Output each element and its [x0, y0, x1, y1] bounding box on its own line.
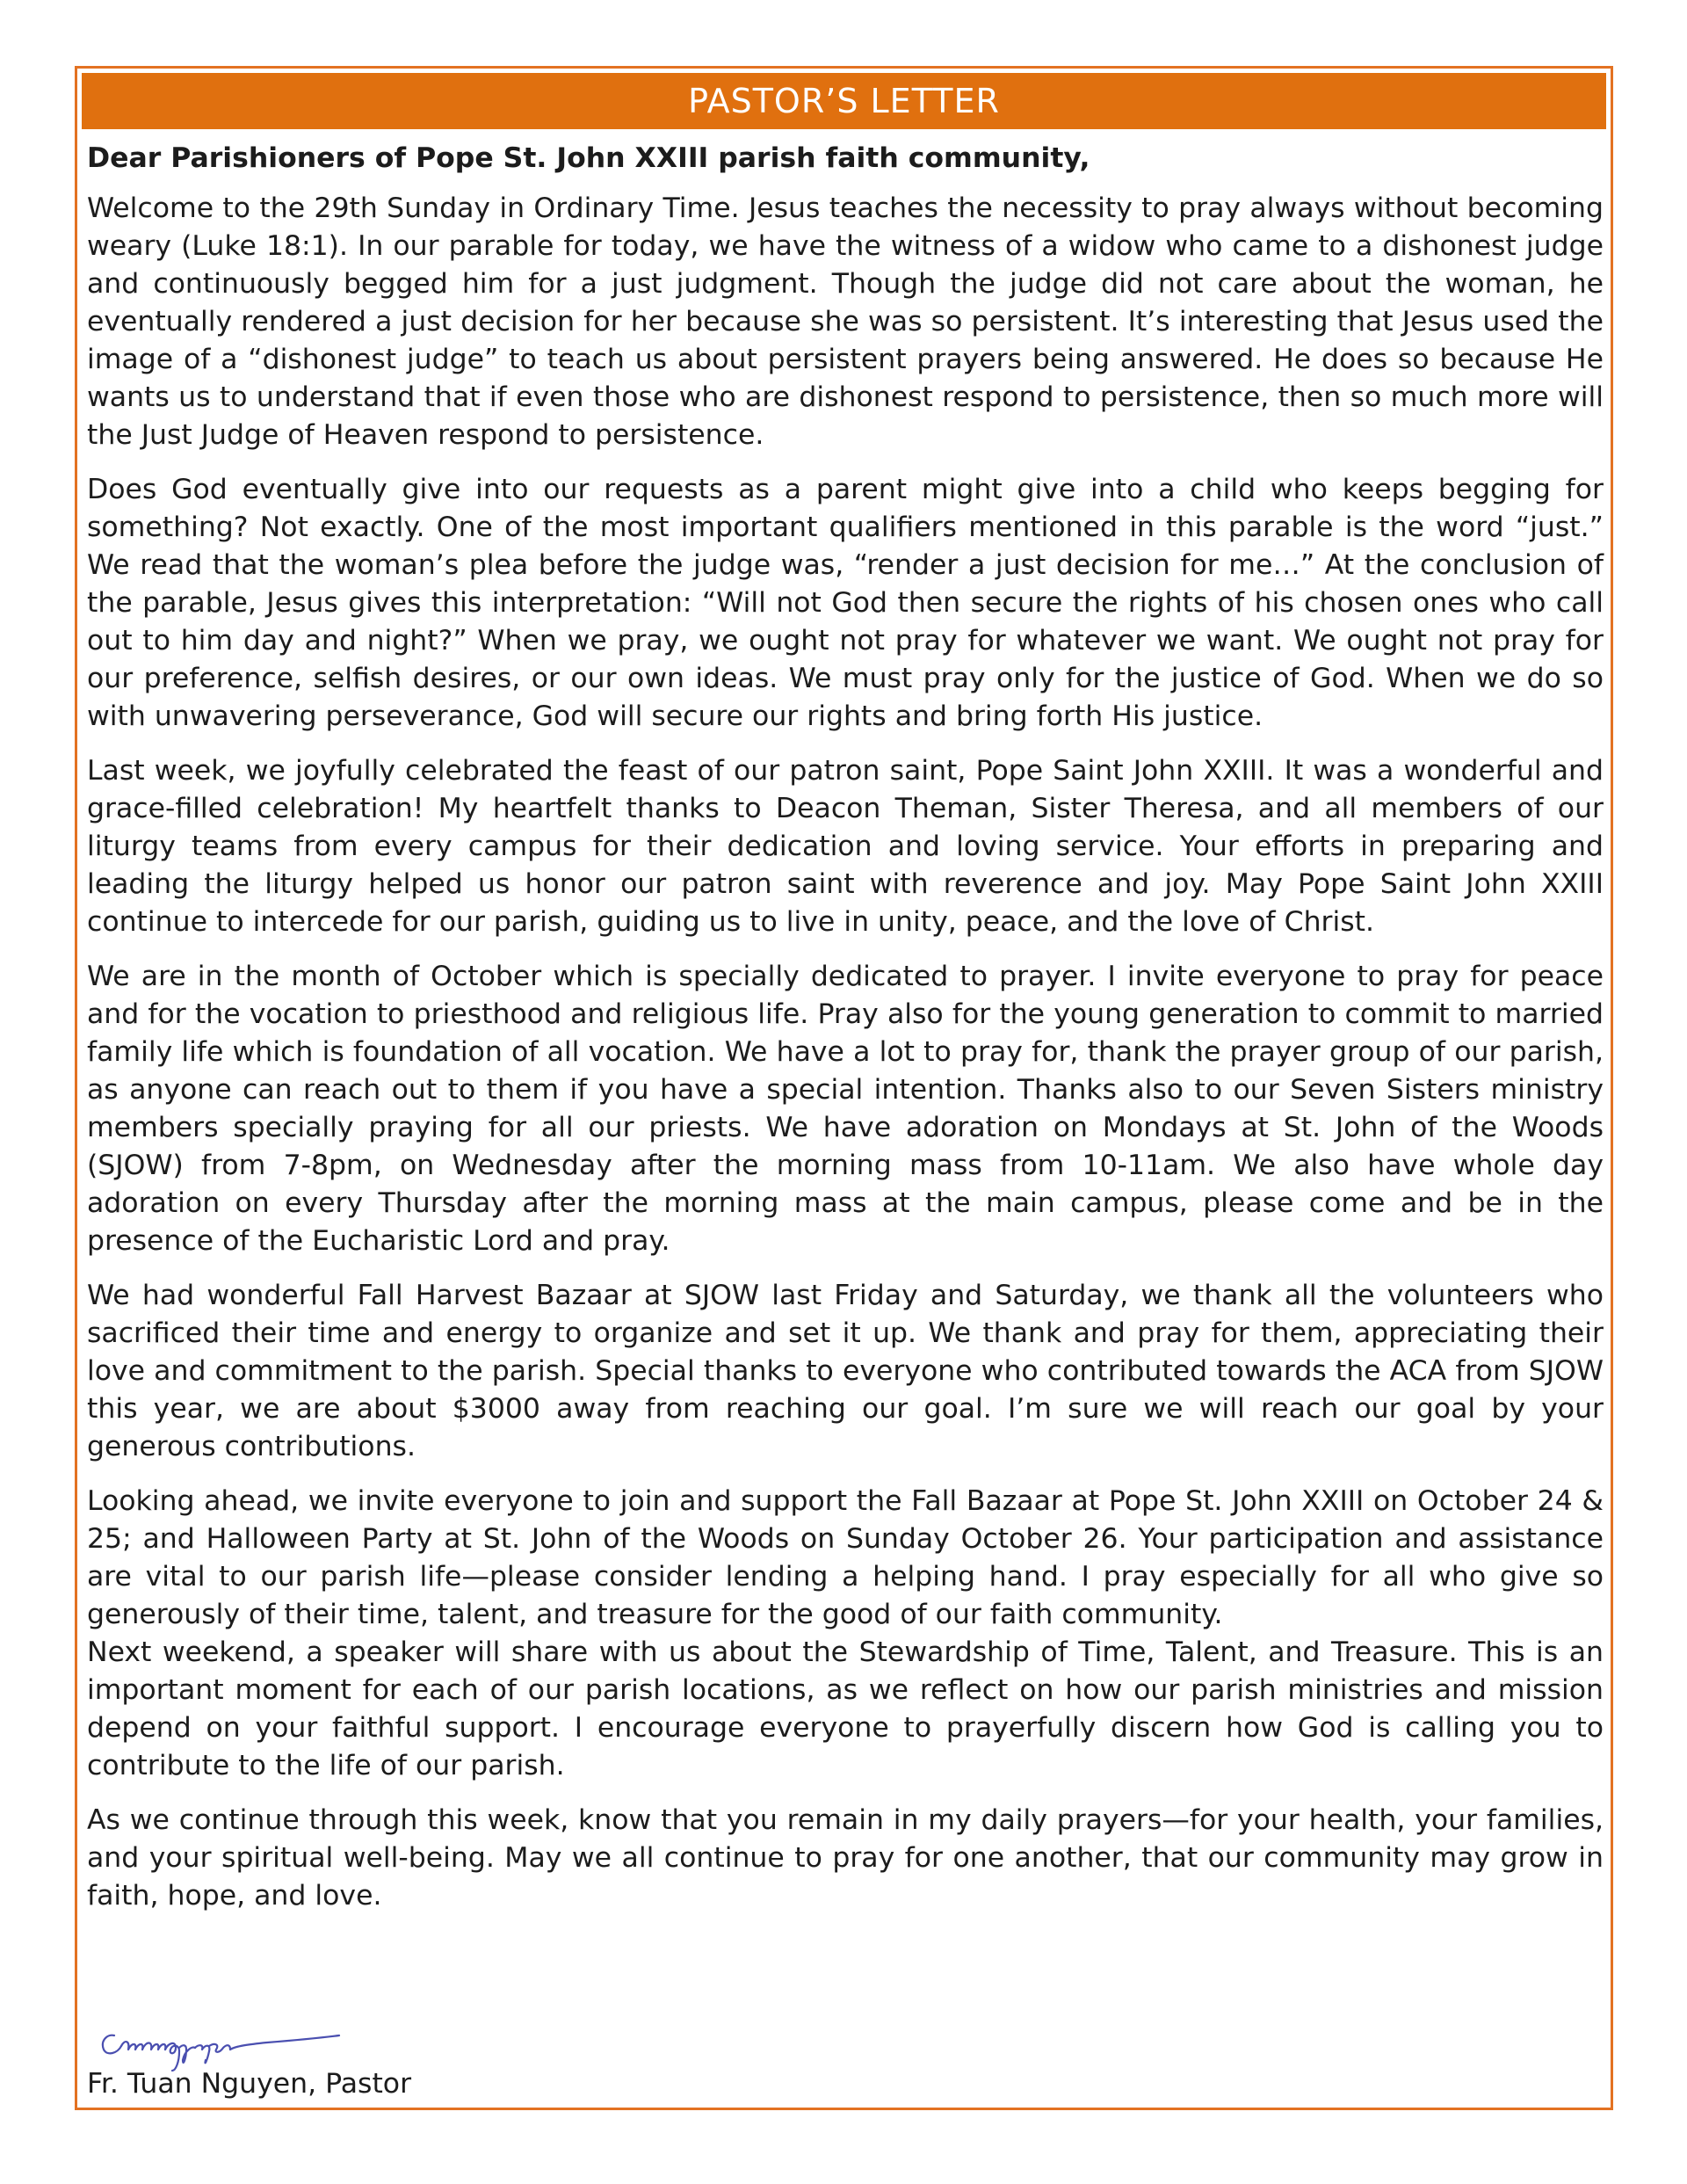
letter-paragraph: Does God eventually give into our requests as a parent might give into a child who keeps begging for something? Not exactly. One of the most important qualifiers mentioned in this parable is the word “just.” We read that the woman’s plea before the judge was, “render a just decision for me…” At the conclusion of the parable, Jesus gives this interpretation: “Will not God then secure the rights of his chosen ones who call out to him day and night?” When we pray, we ought not pray for whatever we want. We ought not pray for our preference, selfish desires, or our own ideas. We must pray only for the justice of God. When we do so with unwavering perseverance, God will secure our rights and bring forth His justice.: [87, 474, 1604, 732]
pastors-letter-panel: [75, 66, 1613, 2110]
letter-paragraph: Next weekend, a speaker will share with us about the Stewardship of Time, Talent, and Treasure. This is an important moment for each of our parish locations, as we reflect on how our parish ministries and mission depend on your faithful support. I encourage everyone to prayerfully discern how God is calling you to contribute to the life of our parish.: [87, 1636, 1604, 1781]
signer-name: Fr. Tuan Nguyen, Pastor: [87, 2068, 412, 2100]
letter-paragraph: Welcome to the 29th Sunday in Ordinary Time. Jesus teaches the necessity to pray always without becoming weary (Luke 18:1). In our parable for today, we have the witness of a widow who came to a dishonest judge and continuously begged him for a just judgment. Though the judge did not care about the woman, he eventually rendered a just decision for her because she was so persistent. It’s interesting that Jesus used the image of a “dishonest judge” to teach us about persistent prayers being answered. He does so because He wants us to understand that if even those who are dishonest respond to persistence, then so much more will the Just Judge of Heaven respond to persistence.: [87, 192, 1604, 451]
letter-salutation: Dear Parishioners of Pope St. John XXIII parish faith community,: [87, 142, 1090, 174]
letter-paragraph: Looking ahead, we invite everyone to join and support the Fall Bazaar at Pope St. John XXIII on October 24 & 25; and Halloween Party at St. John of the Woods on Sunday October 26. Your participation and assistance are vital to our parish life—please consider lending a helping hand. I pray especially for all who give so generously of their time, talent, and treasure for the good of our faith community.: [87, 1485, 1604, 1630]
letter-body: [87, 140, 1604, 1915]
letter-paragraph: Last week, we joyfully celebrated the feast of our patron saint, Pope Saint John XXIII. It was a wonderful and grace-filled celebration! My heartfelt thanks to Deacon Theman, Sister Theresa, and all members of our liturgy teams from every campus for their dedication and loving service. Your efforts in preparing and leading the liturgy helped us honor our patron saint with reverence and joy. May Pope Saint John XXIII continue to intercede for our parish, guiding us to live in unity, peace, and the love of Christ.: [87, 755, 1604, 938]
letter-paragraph: We had wonderful Fall Harvest Bazaar at SJOW last Friday and Saturday, we thank all the volunteers who sacrificed their time and energy to organize and set it up. We thank and pray for them, appreciating their love and commitment to the parish. Special thanks to everyone who contributed towards the ACA from SJOW this year, we are about $3000 away from reaching our goal. I’m sure we will reach our goal by your generous contributions.: [87, 1280, 1604, 1462]
letter-paragraph: As we continue through this week, know that you remain in my daily prayers—for your health, your families, and your spiritual well-being. May we all continue to pray for one another, that our community may grow in faith, hope, and love.: [87, 1804, 1604, 1912]
section-header: PASTOR’S LETTER: [82, 73, 1606, 129]
letter-paragraph: We are in the month of October which is specially dedicated to prayer. I invite everyone to pray for peace and for the vocation to priesthood and religious life. Pray also for the young generation to commit to married family life which is foundation of all vocation. We have a lot to pray for, thank the prayer group of our parish, as anyone can reach out to them if you have a special intention. Thanks also to our Seven Sisters ministry members specially praying for all our priests. We have adoration on Mondays at St. John of the Woods (SJOW) from 7-8pm, on Wednesday after the morning mass from 10-11am. We also have whole day adoration on every Thursday after the morning mass at the main campus, please come and be in the presence of the Eucharistic Lord and pray.: [87, 961, 1604, 1257]
